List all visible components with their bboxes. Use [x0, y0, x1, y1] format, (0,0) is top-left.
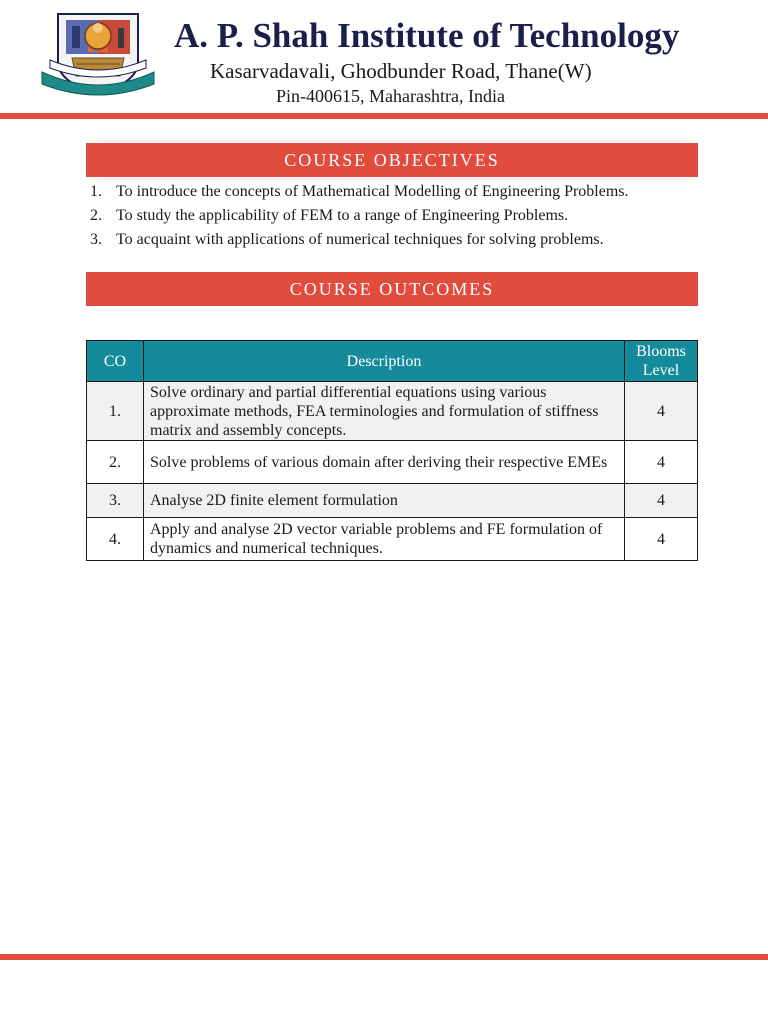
table-row	[87, 518, 698, 561]
footer-divider	[0, 954, 768, 960]
table-row	[87, 382, 698, 441]
objective-number: 3.	[90, 231, 102, 248]
course-objectives-heading: COURSE OBJECTIVES	[86, 143, 698, 177]
table-row	[87, 441, 698, 484]
page-header	[0, 0, 768, 112]
table-header-row	[87, 341, 698, 382]
co-description-cell: Apply and analyse 2D vector variable problems and FE formulation of dynamics and numerical techniques.	[144, 518, 625, 561]
co-description-cell: Solve problems of various domain after deriving their respective EMEs	[144, 441, 625, 484]
objective-text: To introduce the concepts of Mathematical Modelling of Engineering Problems.	[116, 183, 629, 200]
institute-address-line2: Pin-400615, Maharashtra, India	[276, 86, 505, 106]
objective-text: To acquaint with applications of numerical techniques for solving problems.	[116, 231, 604, 248]
blooms-level-cell: 4	[625, 484, 698, 518]
column-header-blooms-level: Blooms Level	[625, 341, 698, 382]
column-header-co: CO	[87, 341, 144, 382]
blooms-level-cell: 4	[625, 518, 698, 561]
co-description-cell: Analyse 2D finite element formulation	[144, 484, 625, 518]
objective-number: 1.	[90, 183, 102, 200]
objective-text: To study the applicability of FEM to a range of Engineering Problems.	[116, 207, 569, 224]
objective-item	[90, 228, 692, 252]
column-header-description: Description	[144, 341, 625, 382]
institute-name: A. P. Shah Institute of Technology	[174, 16, 680, 55]
objective-item	[90, 180, 692, 204]
institute-crest-logo	[36, 6, 160, 104]
course-outcomes-table	[86, 340, 698, 561]
course-outcomes-heading: COURSE OUTCOMES	[86, 272, 698, 306]
objective-item	[90, 204, 692, 228]
course-objectives-list	[90, 180, 692, 252]
co-number-cell: 2.	[87, 441, 144, 484]
blooms-level-cell: 4	[625, 441, 698, 484]
blooms-level-cell: 4	[625, 382, 698, 441]
header-divider	[0, 113, 768, 119]
co-description-cell: Solve ordinary and partial differential equations using various approximate methods, FEA terminologies and formulation of stiffness matrix and assembly concepts.	[144, 382, 625, 441]
co-number-cell: 1.	[87, 382, 144, 441]
co-number-cell: 3.	[87, 484, 144, 518]
institute-address-line1: Kasarvadavali, Ghodbunder Road, Thane(W)	[210, 59, 592, 83]
objective-number: 2.	[90, 207, 102, 224]
table-row	[87, 484, 698, 518]
co-number-cell: 4.	[87, 518, 144, 561]
